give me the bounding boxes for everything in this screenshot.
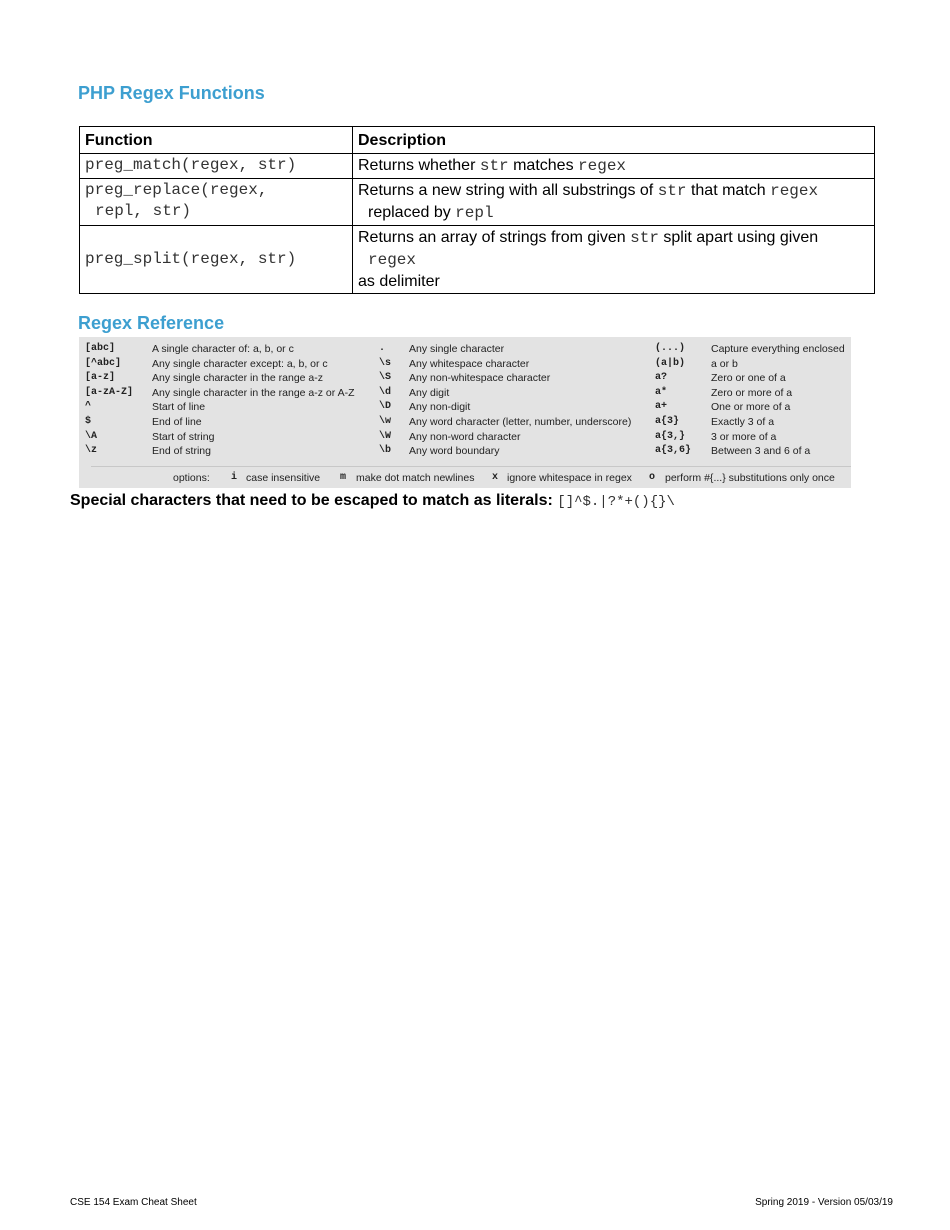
options-divider [91, 466, 851, 467]
table-header-row [80, 127, 875, 154]
regex-description: Any single character [409, 343, 505, 355]
function-name-line: preg_replace(regex, [85, 181, 268, 199]
desc-code: str [657, 182, 687, 200]
regex-symbol: a{3} [655, 416, 680, 427]
special-label: Special characters that need to be escaped to match as literals: [70, 492, 558, 509]
desc-text: Returns whether [358, 157, 480, 174]
regex-description: End of string [152, 445, 211, 458]
regex-symbol: \s [379, 357, 392, 369]
reference-row [79, 343, 851, 358]
reference-row [79, 431, 851, 446]
regex-symbol: \d [379, 386, 392, 398]
regex-symbol: a+ [655, 401, 668, 413]
regex-description: Any word character (letter, number, underscore) [409, 416, 632, 428]
regex-description: 3 or more of a [711, 430, 777, 443]
desc-code: regex [368, 251, 417, 269]
regex-symbol: \b [379, 445, 392, 457]
reference-row [79, 401, 851, 416]
function-description [353, 179, 875, 226]
regex-description: Any whitespace character [409, 357, 530, 370]
regex-symbol: [^abc] [85, 357, 122, 369]
regex-symbol: (...) [655, 343, 686, 354]
regex-description: Zero or more of a [711, 386, 793, 399]
regex-symbol: \w [379, 416, 392, 427]
functions-table [79, 126, 875, 294]
desc-text: split apart using given [658, 229, 819, 246]
regex-symbol: \S [379, 372, 392, 384]
footer-right: Spring 2019 - Version 05/03/19 [755, 1197, 893, 1208]
options-label: options: [173, 472, 210, 484]
regex-description: Exactly 3 of a [711, 416, 775, 428]
regex-description: Zero or one of a [711, 372, 786, 385]
regex-symbol: [a-zA-Z] [85, 386, 134, 398]
reference-row [79, 358, 851, 373]
option-desc: ignore whitespace in regex [507, 472, 632, 484]
regex-description: Any non-word character [409, 430, 521, 443]
regex-symbol: \D [379, 401, 392, 413]
regex-symbol: \z [85, 445, 98, 457]
desc-text: matches [508, 157, 579, 174]
php-regex-functions-heading: PHP Regex Functions [78, 83, 265, 103]
special-chars: []^$.|?*+(){}\ [557, 494, 675, 510]
reference-row [79, 445, 851, 460]
special-characters-line [70, 492, 675, 510]
desc-code: regex [578, 157, 627, 175]
function-description [353, 154, 875, 179]
reference-row [79, 387, 851, 402]
regex-description: Any single character in the range a-z [152, 372, 324, 385]
regex-symbol: \A [85, 430, 98, 442]
option-desc: perform #{...} substitutions only once [665, 472, 835, 484]
desc-code: str [630, 229, 659, 247]
function-description [353, 226, 875, 294]
regex-symbol: a{3,6} [655, 445, 692, 457]
regex-symbol: a? [655, 372, 668, 384]
regex-description: Start of line [152, 401, 206, 414]
regex-description: Any single character except: a, b, or c [152, 357, 328, 370]
desc-code: str [479, 157, 509, 175]
regex-symbol: . [379, 343, 386, 354]
table-row [80, 179, 875, 226]
option-symbol: o [649, 472, 656, 483]
regex-symbol: ^ [85, 401, 92, 413]
desc-code: regex [770, 182, 819, 200]
regex-symbol: (a|b) [655, 357, 686, 369]
regex-symbol: [a-z] [85, 372, 116, 384]
regex-description: Start of string [152, 430, 215, 443]
regex-description: Capture everything enclosed [711, 343, 845, 355]
regex-reference-heading: Regex Reference [78, 313, 225, 333]
option-desc: make dot match newlines [356, 472, 475, 484]
desc-text: replaced by [368, 204, 456, 221]
function-name: preg_split(regex, str) [80, 226, 353, 294]
regex-symbol: $ [85, 416, 92, 427]
regex-description: Any non-digit [409, 401, 471, 414]
regex-reference-panel [79, 337, 851, 488]
column-header-description: Description [353, 127, 875, 154]
desc-code: repl [455, 204, 494, 222]
regex-description: Any word boundary [409, 445, 500, 458]
table-row [80, 226, 875, 294]
regex-description: Any single character in the range a-z or A-Z [152, 386, 355, 399]
regex-symbol: [abc] [85, 343, 116, 354]
regex-description: Any non-whitespace character [409, 372, 551, 385]
regex-description: Between 3 and 6 of a [711, 445, 811, 458]
desc-text: Returns an array of strings from given [358, 229, 631, 246]
option-symbol: x [492, 472, 499, 483]
reference-row [79, 372, 851, 387]
desc-text: Returns a new string with all substrings of [358, 182, 658, 199]
function-name [80, 179, 353, 226]
desc-text: as delimiter [358, 273, 440, 290]
regex-description: End of line [152, 416, 202, 428]
function-name: preg_match(regex, str) [80, 154, 353, 179]
regex-description: Any digit [409, 386, 450, 399]
regex-description: A single character of: a, b, or c [152, 343, 294, 355]
regex-description: One or more of a [711, 401, 791, 414]
function-name-line: repl, str) [95, 202, 192, 220]
regex-symbol: a{3,} [655, 430, 686, 442]
regex-symbol: a* [655, 386, 668, 398]
table-row [80, 154, 875, 179]
footer-left: CSE 154 Exam Cheat Sheet [70, 1197, 197, 1208]
reference-row [79, 416, 851, 431]
option-desc: case insensitive [246, 472, 321, 484]
regex-symbol: \W [379, 430, 392, 442]
desc-text: that match [686, 182, 771, 199]
regex-description: a or b [711, 357, 738, 370]
option-symbol: i [231, 472, 238, 483]
option-symbol: m [340, 472, 347, 483]
column-header-function: Function [80, 127, 353, 154]
